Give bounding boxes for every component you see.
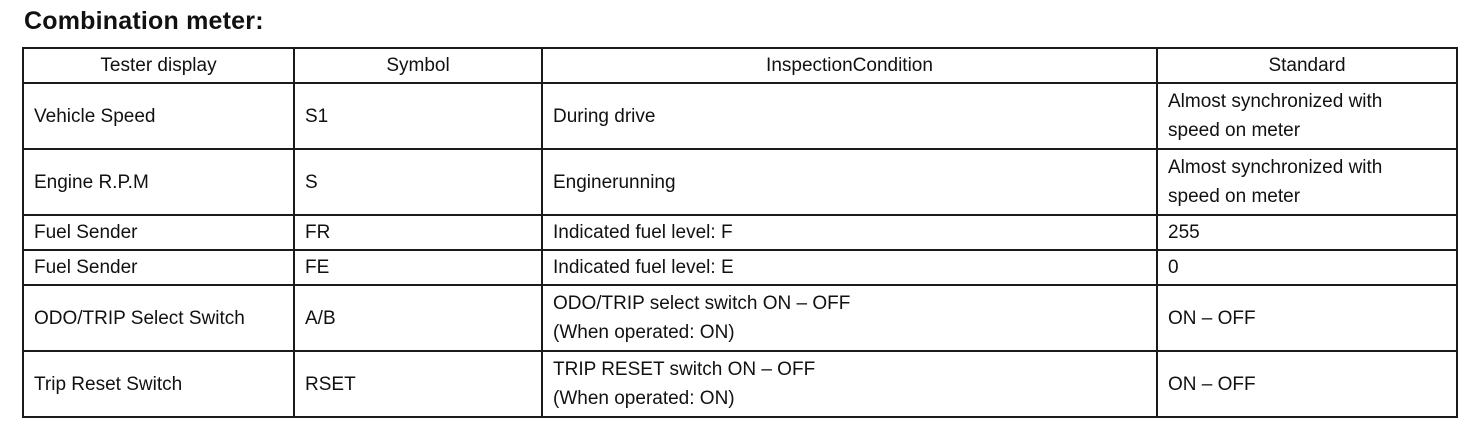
condition-cell [542, 83, 1157, 149]
combination-meter-table [22, 47, 1458, 418]
table-row [23, 351, 1457, 417]
table-row [23, 250, 1457, 285]
standard-cell [1157, 285, 1457, 351]
condition-cell [542, 149, 1157, 215]
table-row [23, 83, 1457, 149]
table-row [23, 285, 1457, 351]
standard-cell [1157, 250, 1457, 285]
standard-cell [1157, 215, 1457, 250]
column-header-standard: Standard [1157, 48, 1457, 83]
column-header-tester-display: Tester display [23, 48, 294, 83]
condition-text: During drive [553, 105, 656, 127]
standard-cell [1157, 83, 1457, 149]
tester-display-cell: ODO/TRIP Select Switch [23, 285, 294, 351]
condition-cell [542, 351, 1157, 417]
condition-text: ODO/TRIP select switch ON – OFF [553, 293, 851, 314]
symbol-cell: S1 [294, 83, 542, 149]
column-header-inspection-condition: InspectionCondition [542, 48, 1157, 83]
tester-display-cell: Fuel Sender [23, 250, 294, 285]
standard-text: ON – OFF [1168, 307, 1256, 329]
condition-text: (When operated: ON) [553, 388, 735, 409]
condition-text: Indicated fuel level: E [553, 257, 734, 278]
symbol-cell: RSET [294, 351, 542, 417]
standard-text: 255 [1168, 222, 1200, 243]
standard-text: speed on meter [1168, 186, 1301, 207]
tester-display-cell: Vehicle Speed [23, 83, 294, 149]
condition-text: Indicated fuel level: F [553, 222, 733, 243]
symbol-cell: A/B [294, 285, 542, 351]
standard-text: Almost synchronized with [1168, 91, 1383, 112]
standard-text: speed on meter [1168, 120, 1301, 141]
symbol-cell: S [294, 149, 542, 215]
standard-cell [1157, 149, 1457, 215]
condition-cell [542, 215, 1157, 250]
condition-text: (When operated: ON) [553, 322, 735, 343]
symbol-cell: FR [294, 215, 542, 250]
condition-cell [542, 285, 1157, 351]
symbol-cell: FE [294, 250, 542, 285]
tester-display-cell: Engine R.P.M [23, 149, 294, 215]
table-header-row [23, 48, 1457, 83]
condition-text: Enginerunning [553, 171, 676, 193]
table-row [23, 149, 1457, 215]
standard-cell [1157, 351, 1457, 417]
table-row [23, 215, 1457, 250]
standard-text: ON – OFF [1168, 373, 1256, 395]
standard-text: 0 [1168, 257, 1179, 278]
condition-text: TRIP RESET switch ON – OFF [553, 359, 816, 380]
page-title: Combination meter: [24, 7, 264, 35]
tester-display-cell: Trip Reset Switch [23, 351, 294, 417]
tester-display-cell: Fuel Sender [23, 215, 294, 250]
condition-cell [542, 250, 1157, 285]
column-header-symbol: Symbol [294, 48, 542, 83]
standard-text: Almost synchronized with [1168, 157, 1383, 178]
